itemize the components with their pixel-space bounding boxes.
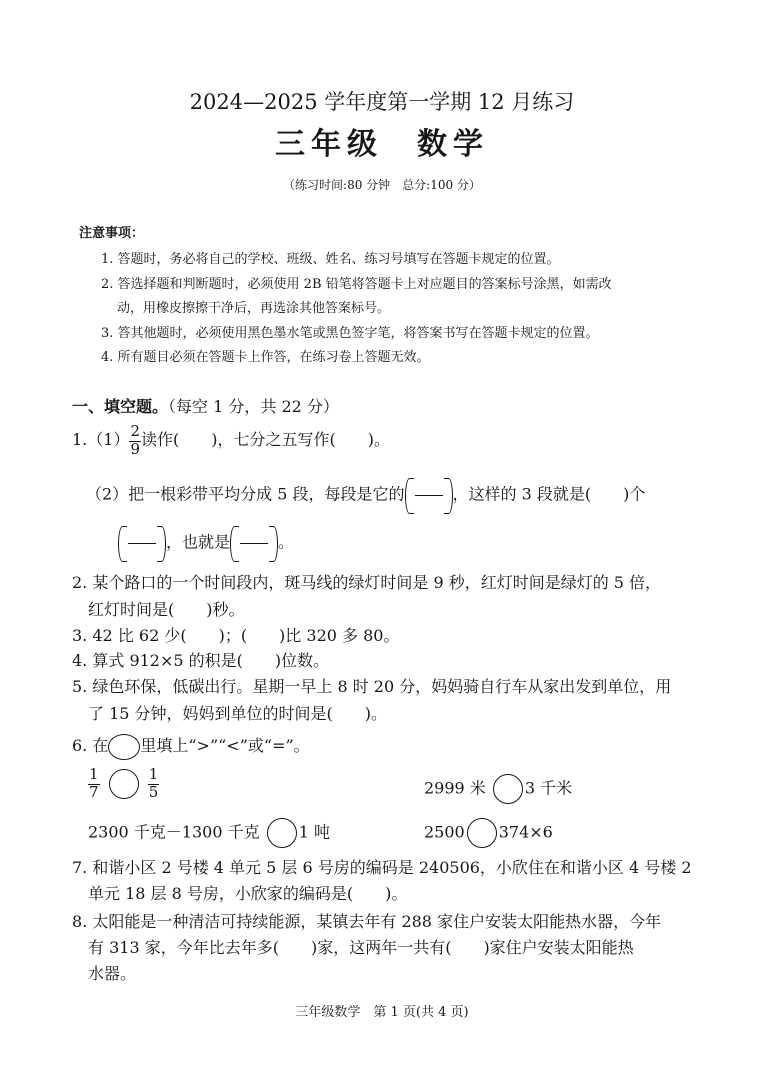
question-7-line-2: 单元 18 层 8 号房，小欣家的编码是( )。 [88,884,408,903]
compare-item-b [424,774,572,804]
compare-item-d [424,818,553,848]
compare-b-left: 2999 米 [424,778,486,798]
compare-d-right: 374×6 [498,822,553,842]
compare-item-a [88,767,159,800]
compare-circle [493,774,523,804]
question-4: 4. 算式 912×5 的积是( )位数。 [72,651,330,670]
question-1-part-3-end: 。 [278,532,295,552]
question-1-part-3-text: ，也就是 [166,532,231,552]
notes-heading: 注意事项： [79,226,145,241]
exam-time-info: （练习时间:80 分钟 总分:100 分） [283,178,481,192]
question-8-line-2: 有 313 家，今年比去年多( )家，这两年一共有( )家住户安装太阳能热 [88,938,634,957]
question-8-line-3: 水器。 [88,964,137,983]
fraction-1-7: $\frac{1}{7}$ [89,765,99,801]
fraction-blank [118,526,166,560]
fraction-blank [405,478,453,512]
compare-circle [267,818,297,848]
question-8-line-1: 8. 太阳能是一种清洁可持续能源，某镇去年有 288 家住户安装太阳能热水器，今年 [72,912,662,931]
question-7-line-1: 7. 和谐小区 2 号楼 4 单元 5 层 6 号房的编码是 240506，小欣住在和谐小区 4 号楼 2 [72,858,692,877]
note-item-3: 3. 答其他题时，必须使用黑色墨水笔或黑色签字笔，将答案书写在答题卡规定的位置。 [101,326,599,341]
question-1-part-2-mid: ，这样的 3 段就是( )个 [452,484,646,504]
question-6-suffix: 里填上“>”“<”或“=”。 [140,736,310,755]
exam-title: 2024—2025 学年度第一学期 12 月练习 [189,90,575,114]
question-1-part-1 [72,424,390,457]
question-2-line-2: 红灯时间是( )秒。 [88,600,245,619]
compare-c-left: 2300 千克－1300 千克 [88,822,260,842]
question-1-prefix: 1.（1） [72,430,130,449]
section-1-title: 一、填空题。 [72,397,169,416]
compare-c-right: 1 吨 [298,822,330,842]
compare-circle [108,734,140,760]
fraction-2-9: $\frac{2}{9}$ [130,422,140,458]
fraction-blank [230,526,278,560]
compare-d-left: 2500 [424,822,465,842]
note-item-1: 1. 答题时，务必将自己的学校、班级、姓名、练习号填写在答题卡规定的位置。 [101,252,560,267]
compare-b-right: 3 千米 [524,778,573,798]
section-1-score-note: （每空 1 分，共 22 分） [168,397,339,416]
note-item-4: 4. 所有题目必须在答题卡上作答，在练习卷上答题无效。 [101,350,430,365]
note-item-2: 2. 答选择题和判断题时，必须使用 2B 铅笔将答题卡上对应题目的答案标号涂黑，如需改 [101,277,612,292]
question-1-part-2-text: （2）把一根彩带平均分成 5 段，每段是它的 [86,484,405,504]
question-1-part-3 [118,526,294,560]
question-1-part-2 [86,478,645,512]
question-3: 3. 42 比 62 少( )；( )比 320 多 80。 [72,626,400,645]
exam-subtitle [0,119,764,163]
compare-circle [109,769,139,799]
subject-label: 数学 [417,127,489,162]
grade-label: 三年级 [275,127,383,162]
question-6-instruction [72,733,310,760]
question-1-part-1-text: 读作( )，七分之五写作( )。 [141,430,390,449]
question-2-line-1: 2. 某个路口的一个时间段内，斑马线的绿灯时间是 9 秒，红灯时间是绿灯的 5 倍， [72,573,662,592]
compare-circle [467,818,497,848]
question-6-prefix: 6. 在 [72,736,109,755]
page-footer: 三年级数学 第 1 页(共 4 页) [295,1005,469,1020]
question-5-line-1: 5. 绿色环保，低碳出行。星期一早上 8 时 20 分，妈妈骑自行车从家出发到单位，用 [72,677,672,696]
section-1-heading [72,394,339,417]
fraction-1-5: $\frac{1}{5}$ [148,765,159,801]
compare-item-c [88,818,330,848]
question-5-line-2: 了 15 分钟，妈妈到单位的时间是( )。 [88,704,388,723]
note-item-2-cont: 动，用橡皮擦擦干净后，再选涂其他答案标号。 [117,301,391,316]
